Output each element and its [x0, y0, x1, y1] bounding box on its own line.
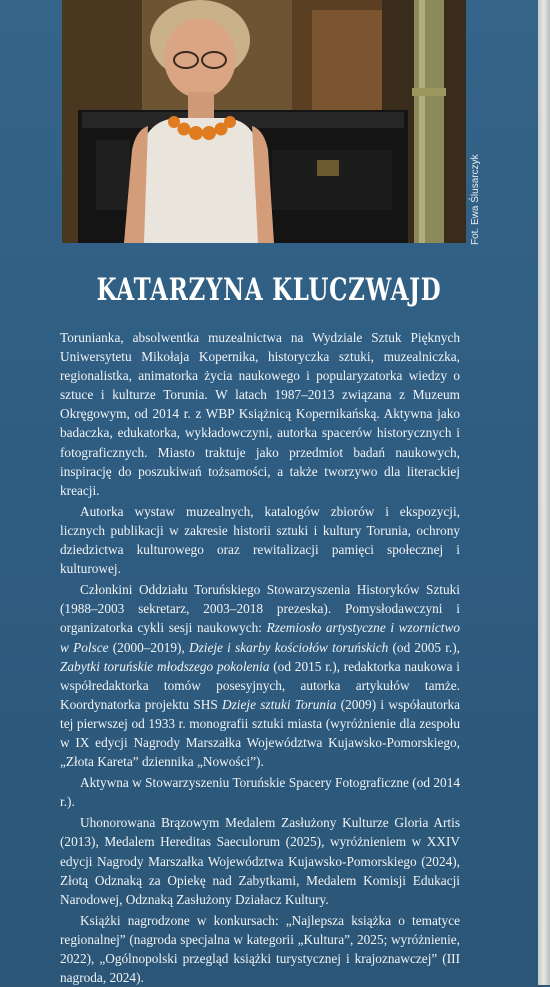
- bio-paragraph-6: Książki nagrodzone w konkursach: „Najlepsza książka o tematyce regionalnej” (nagroda specjalna w kategorii „Kultura”, 2025; wyróżnienie, 2022), „Ogólnopolski przegląd książki turystycznej i krajoznawczej” (III nagroda, 2024).: [60, 912, 460, 986]
- bio-paragraph-3: Członkini Oddziału Toruńskiego Stowarzyszenia Historyków Sztuki (1988–2003 sekretarz, 2003–2018 prezeska). Pomysłodawczyni i organizatorka cykli sesji naukowych: Rzemiosło artystyczne i wzornictwo w Polsce (2000–2019), Dzieje i skarby kościołów toruńskich (od 2005 r.), Zabytki toruńskie młodszego pokolenia (od 2015 r.), redaktorka naukowa i współredaktorka tomów posesyjnych, autorka artykułów tamże. Koordynatorka projektu SHS Dzieje sztuki Torunia (2009) i współautorka tej pierwszej od 1933 r. monografii sztuki miasta (wyróżnienie dla zespołu w IX edycji Nagrody Marszałka Województwa Kujawsko-Pomorskiego, „Złota Kareta” dziennika „Nowości”).: [60, 582, 461, 770]
- portrait-illustration: [62, 0, 466, 243]
- photo-credit: Fot. Ewa Ślusarczyk: [470, 154, 481, 245]
- portrait-photo: [62, 0, 466, 243]
- bio-paragraph-4: Aktywna w Stowarzyszeniu Toruńskie Spacery Fotograficzne (od 2014 r.).: [60, 775, 460, 810]
- bio-paragraph-2: Autorka wystaw muzealnych, katalogów zbiorów i ekspozycji, licznych publikacji w zakresie historii sztuki i kultury Torunia, ochrony dziedzictwa kulturowego oraz rewitalizacji pamięci społecznej i kulturowej.: [60, 503, 460, 577]
- biography-text: [60, 328, 460, 987]
- page-edge: [538, 0, 550, 985]
- page-title: KATARZYNA KLUCZWAJD: [96, 272, 442, 308]
- bio-paragraph-5: Uhonorowana Brązowym Medalem Zasłużony Kulturze Gloria Artis (2013), Medalem Hereditas Saeculorum (2025), wyróżnieniem w XXIV edycji Nagrody Marszałka Województwa Kujawsko-Pomorskiego (2024), Złotą Odznaką za Opiekę nad Zabytkami, Medalem Komisji Edukacji Narodowej, Odznaką Zasłużony Działacz Kultury.: [60, 815, 460, 907]
- bio-paragraph-1: Torunianka, absolwentka muzealnictwa na Wydziale Sztuk Pięknych Uniwersytetu Mikołaja Kopernika, historyczka sztuki, muzealniczka, regionalistka, animatorka życia naukowego i popularyzatorka wiedzy o sztuce i kulturze Torunia. W latach 1987–2013 związana z Muzeum Okręgowym, od 2014 r. z WBP Książnicą Kopernikańską. Aktywna jako badaczka, edukatorka, wykładowczyni, autorka spacerów historycznych i fotograficznych. Miasto traktuje jako przedmiot badań naukowych, inspirację do poszukiwań tożsamości, a także tworzywo dla literackiej kreacji.: [60, 330, 460, 498]
